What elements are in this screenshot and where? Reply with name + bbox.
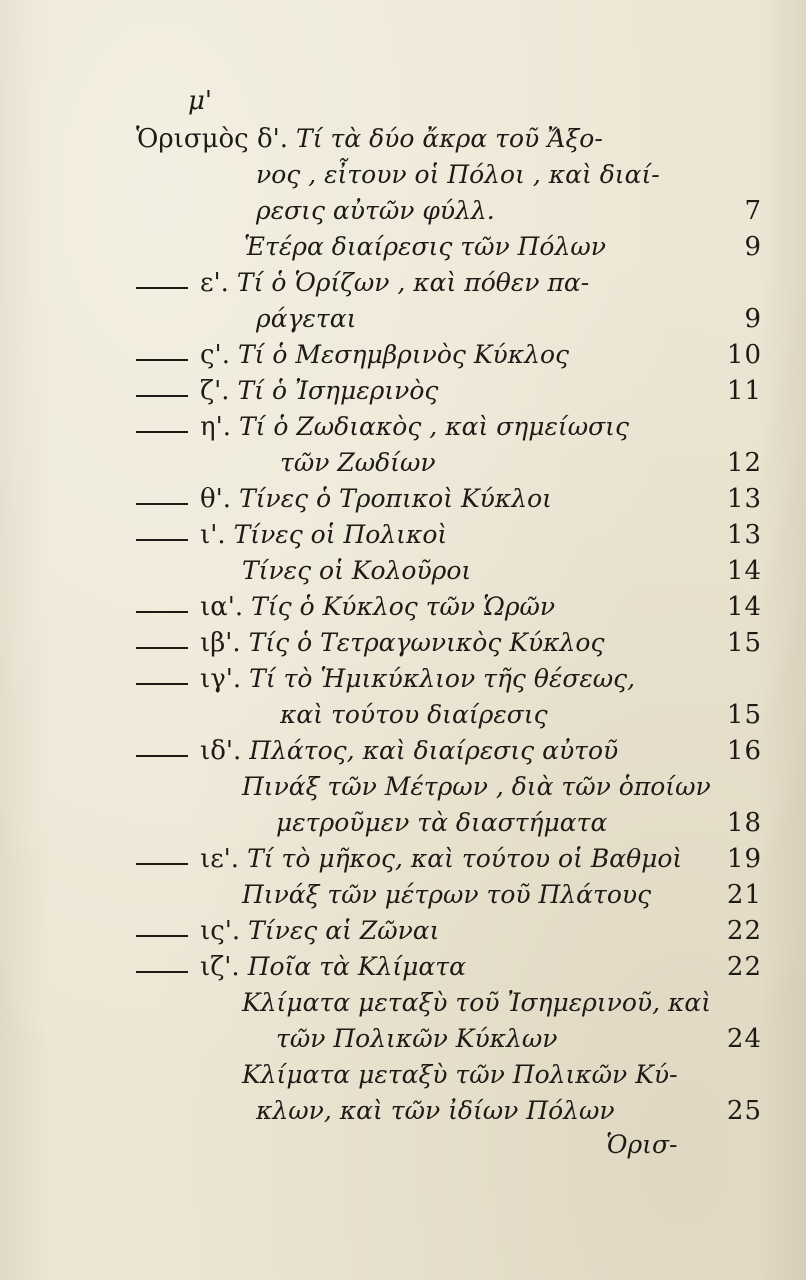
toc-entry: [0, 412, 806, 448]
toc-entry: [0, 808, 806, 844]
entry-title: Τί ὁ Ὁρίζων , καὶ πόθεν πα-: [236, 268, 590, 297]
entry-title: καὶ τούτου διαίρεσις: [280, 700, 548, 729]
toc-entry: [0, 232, 806, 268]
toc-entry: [0, 700, 806, 736]
page-number: 15: [726, 700, 762, 730]
catchword: Ὁρισ-: [606, 1130, 678, 1159]
section-number: ιε'.: [200, 844, 240, 874]
toc-entry: [0, 124, 806, 160]
toc-entry: [0, 1096, 806, 1132]
toc-entry: [0, 844, 806, 880]
page-number: 24: [726, 1024, 762, 1054]
section-number: η'.: [200, 412, 231, 442]
entry-title: τῶν Πολικῶν Κύκλων: [276, 1024, 558, 1053]
page-number: 15: [726, 628, 762, 658]
toc-entry: [0, 1024, 806, 1060]
toc-entry: [0, 376, 806, 412]
page-number: 22: [726, 952, 762, 982]
page-number: 11: [726, 376, 762, 406]
page-number: 12: [726, 448, 762, 478]
entry-title: Τί τὸ μῆκος, καὶ τούτου οἱ Βαθμοὶ: [247, 844, 683, 873]
section-number: ι'.: [200, 520, 226, 550]
entry-title: Τί ὁ Ζωδιακὸς , καὶ σημείωσις: [239, 412, 629, 441]
toc-entry: [0, 340, 806, 376]
toc-entry: [0, 196, 806, 232]
entry-title: ράγεται: [256, 304, 357, 333]
entry-title: κλων, καὶ τῶν ἰδίων Πόλων: [256, 1096, 615, 1125]
page-number: 13: [726, 520, 762, 550]
page-number: 13: [726, 484, 762, 514]
toc-entry: [0, 160, 806, 196]
entry-title: Τί ὁ Ἰσημερινὸς: [237, 376, 439, 405]
entry-title: Τίνες αἱ Ζῶναι: [248, 916, 440, 945]
toc-entry: [0, 268, 806, 304]
toc-entry: [0, 952, 806, 988]
section-number: θ'.: [200, 484, 232, 514]
page-number: 10: [726, 340, 762, 370]
page-number: 18: [726, 808, 762, 838]
section-number: ζ'.: [200, 376, 230, 406]
toc-entry: [0, 916, 806, 952]
toc-entry: [0, 1060, 806, 1096]
toc-entry: [0, 304, 806, 340]
section-number: ις'.: [200, 916, 241, 946]
entry-title: Πινάξ τῶν μέτρων τοῦ Πλάτους: [242, 880, 652, 909]
page-number: 14: [726, 592, 762, 622]
entry-title: Τίς ὁ Κύκλος τῶν Ὡρῶν: [251, 592, 556, 621]
page-number: 7: [744, 196, 762, 226]
entry-title: Ἑτέρα διαίρεσις τῶν Πόλων: [244, 232, 606, 261]
entry-title: Κλίματα μεταξὺ τῶν Πολικῶν Κύ-: [242, 1060, 678, 1089]
entry-title: ρεσις αὐτῶν φύλλ.: [256, 196, 495, 225]
section-number: ια'.: [200, 592, 244, 622]
section-number: ς'.: [200, 340, 230, 370]
entry-title: Τί τὸ Ἡμικύκλιον τῆς θέσεως,: [249, 664, 636, 693]
page-number: 22: [726, 916, 762, 946]
page-number: 9: [744, 304, 762, 334]
entry-title: νος , εἶτουν οἱ Πόλοι , καὶ διαί-: [256, 160, 660, 189]
page-number: 19: [726, 844, 762, 874]
section-number: ιζ'.: [200, 952, 240, 982]
page-number: 25: [726, 1096, 762, 1126]
toc-entry: [0, 592, 806, 628]
page-number: 9: [744, 232, 762, 262]
section-number: ε'.: [200, 268, 229, 298]
toc-entry: [0, 448, 806, 484]
entry-title: Τί ὁ Μεσημβρινὸς Κύκλος: [237, 340, 570, 369]
signature-mark: μ': [188, 86, 213, 116]
entry-title: Πινάξ τῶν Μέτρων , διὰ τῶν ὁποίων: [242, 772, 711, 801]
entry-title: Πλάτος, καὶ διαίρεσις αὐτοῦ: [249, 736, 619, 765]
entry-title: Τίνες οἱ Πολικοὶ: [233, 520, 448, 549]
toc-entry: [0, 556, 806, 592]
toc-entry: [0, 664, 806, 700]
entry-title: Τίς ὁ Τετραγωνικὸς Κύκλος: [248, 628, 605, 657]
entry-title: Τί τὰ δύο ἄκρα τοῦ Ἄξο-: [296, 124, 603, 153]
toc-entry: [0, 736, 806, 772]
section-number: ιδ'.: [200, 736, 242, 766]
entry-title: Τίνες οἱ Κολοῦροι: [242, 556, 472, 585]
section-number: ιγ'.: [200, 664, 242, 694]
entry-title: τῶν Ζωδίων: [280, 448, 436, 477]
page-number: 14: [726, 556, 762, 586]
section-number: ιβ'.: [200, 628, 241, 658]
toc-entry: [0, 520, 806, 556]
entry-title: Κλίματα μεταξὺ τοῦ Ἰσημερινοῦ, καὶ: [242, 988, 712, 1017]
entry-title: Ποῖα τὰ Κλίματα: [247, 952, 467, 981]
toc-entry: [0, 484, 806, 520]
toc-entry: [0, 628, 806, 664]
toc-entry: [0, 772, 806, 808]
section-number: Ὁρισμὸς δ'.: [136, 124, 289, 154]
page-number: 21: [726, 880, 762, 910]
entry-title: μετροῦμεν τὰ διαστήματα: [276, 808, 608, 837]
toc-entry: [0, 880, 806, 916]
entry-title: Τίνες ὁ Τροπικοὶ Κύκλοι: [239, 484, 552, 513]
page-number: 16: [726, 736, 762, 766]
toc-entry: [0, 988, 806, 1024]
